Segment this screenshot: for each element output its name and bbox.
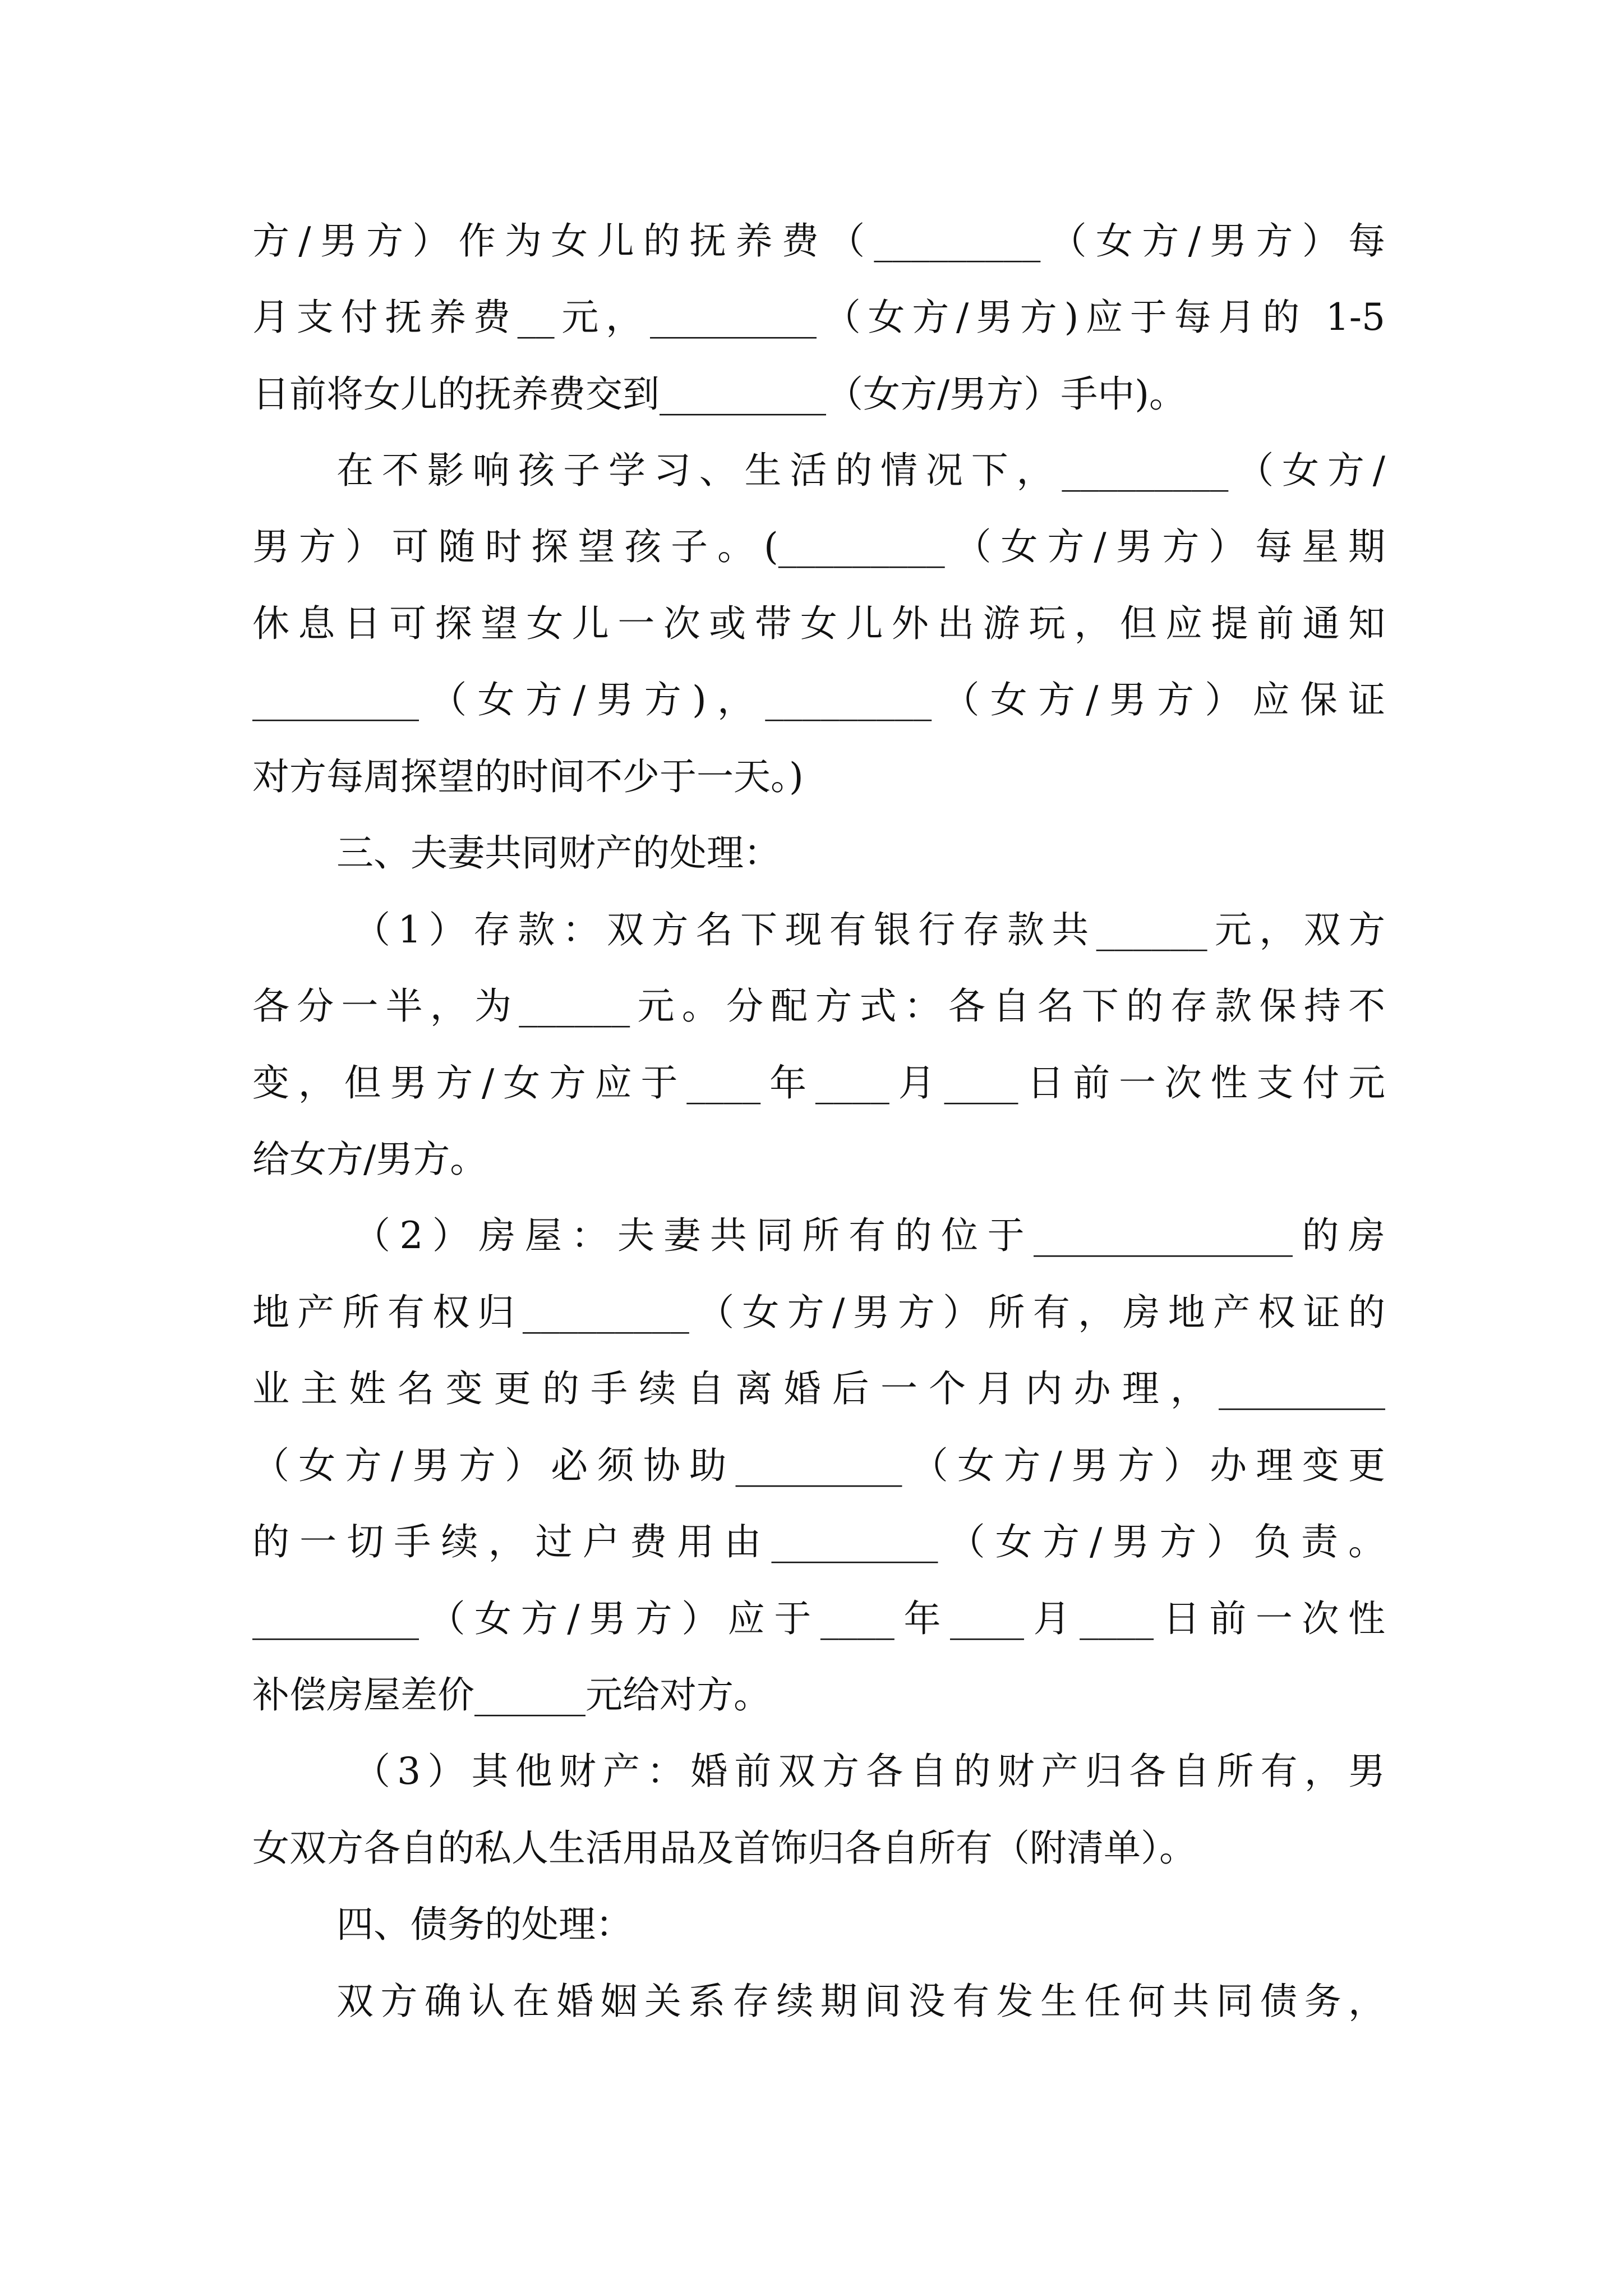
text-line: 给女方/男方。 [252, 1138, 487, 1181]
text-line: _________（女方/男方）应于____年____月____日前一次性 [252, 1597, 1385, 1640]
text-line: （女方/男方）必须协助_________（女方/男方）办理变更 [252, 1444, 1385, 1487]
text-line: 方/男方）作为女儿的抚养费（_________（女方/男方）每 [252, 219, 1385, 263]
text-line: 业主姓名变更的手续自离婚后一个月内办理，_________ [252, 1367, 1385, 1410]
text-line: _________（女方/男方)，_________（女方/男方）应保证 [252, 678, 1385, 721]
section-heading: 四、债务的处理： [336, 1903, 633, 1946]
text-line: 月支付抚养费__元，_________（女方/男方)应于每月的 1-5 [252, 296, 1385, 339]
text-line: 补偿房屋差价______元给对方。 [252, 1673, 771, 1717]
paragraph-first-line: （2）房屋：夫妻共同所有的位于______________的房 [353, 1214, 1385, 1257]
text-line: 变，但男方/女方应于____年____月____日前一次性支付元 [252, 1061, 1385, 1105]
text-line: 日前将女儿的抚养费交到_________（女方/男方）手中)。 [252, 372, 1186, 416]
text-line: 的一切手续，过户费用由_________（女方/男方）负责。 [252, 1520, 1385, 1563]
text-line: 各分一半，为______元。分配方式：各自名下的存款保持不 [252, 984, 1385, 1028]
text-line: 男方）可随时探望孩子。(_________（女方/男方）每星期 [252, 525, 1385, 568]
text-line: 女双方各自的私人生活用品及首饰归各自所有（附清单）。 [252, 1826, 1196, 1870]
paragraph-first-line: 在不影响孩子学习、生活的情况下，_________（女方/ [336, 449, 1385, 492]
section-heading: 三、夫妻共同财产的处理： [336, 831, 781, 875]
paragraph-first-line: （3）其他财产：婚前双方各自的财产归各自所有，男 [353, 1750, 1385, 1793]
text-line: 休息日可探望女儿一次或带女儿外出游玩，但应提前通知 [252, 602, 1385, 645]
paragraph-first-line: （1）存款：双方名下现有银行存款共______元，双方 [353, 908, 1385, 951]
paragraph-first-line: 双方确认在婚姻关系存续期间没有发生任何共同债务， [336, 1980, 1385, 2023]
text-line: 地产所有权归_________（女方/男方）所有，房地产权证的 [252, 1291, 1385, 1334]
text-line: 对方每周探望的时间不少于一天。) [252, 755, 804, 798]
